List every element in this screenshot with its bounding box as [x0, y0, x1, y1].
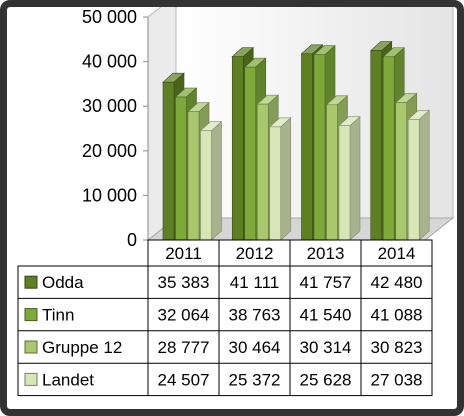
y-tick-label: 0	[126, 230, 137, 250]
x-tick-label: 2012	[235, 244, 274, 263]
bar-front	[314, 55, 325, 240]
legend-label: Odda	[42, 273, 84, 293]
legend-swatch-gruppe-12	[25, 341, 37, 353]
bar-front	[327, 105, 338, 240]
table-cell-value: 25 372	[228, 370, 281, 390]
bar-front	[408, 119, 419, 240]
bar-side	[281, 118, 291, 240]
legend-swatch-landet	[25, 373, 37, 385]
table-cell-value: 30 823	[370, 338, 423, 357]
table-cell-value: 38 763	[228, 305, 281, 325]
bar-landet-2012	[270, 118, 291, 240]
legend-label: Gruppe 12	[42, 338, 123, 357]
table-cell-value: 41 757	[299, 273, 352, 293]
table-cell-value: 24 507	[157, 370, 210, 390]
x-tick-label: 2011	[165, 244, 202, 263]
legend-label: Landet	[42, 370, 94, 390]
bar-front	[188, 112, 199, 240]
bar-front	[383, 57, 394, 240]
bar-front	[201, 131, 212, 240]
bar-front	[245, 67, 256, 240]
bar-landet-2011	[201, 122, 222, 240]
x-tick-label: 2014	[377, 244, 416, 263]
legend-swatch-odda	[25, 276, 37, 288]
y-tick-label: 40 000	[81, 51, 137, 72]
x-tick-label: 2013	[306, 244, 345, 263]
bar-landet-2014	[408, 110, 429, 240]
bar-front	[396, 103, 407, 240]
y-tick-label: 30 000	[81, 96, 137, 117]
table-cell-value: 41 540	[299, 305, 352, 325]
table-cell-value: 41 088	[370, 305, 423, 325]
table-cell-value: 42 480	[370, 273, 423, 293]
bar-front	[163, 82, 174, 240]
table-cell-value: 35 383	[157, 273, 210, 293]
y-axis	[82, 7, 148, 250]
bar-side	[212, 122, 222, 240]
y-tick-label: 20 000	[81, 140, 137, 161]
y-tick-label: 50 000	[81, 7, 137, 27]
data-table	[18, 240, 432, 396]
legend-swatch-tinn	[25, 309, 37, 321]
table-cell-value: 41 111	[229, 273, 280, 293]
legend-label: Tinn	[42, 305, 75, 325]
bar-front	[371, 51, 382, 240]
bar-side	[419, 110, 429, 240]
bar-front	[302, 54, 313, 240]
table-cell-value: 27 038	[370, 370, 423, 390]
bar-front	[339, 126, 350, 240]
y-tick-label: 10 000	[81, 185, 137, 206]
bar-landet-2013	[339, 117, 360, 240]
table-cell-value: 28 777	[157, 338, 210, 357]
table-cell-value: 25 628	[299, 370, 352, 390]
table-cell-value: 30 464	[228, 338, 281, 357]
table-cell-value: 30 314	[299, 338, 352, 357]
table-cell-value: 32 064	[157, 305, 210, 325]
bar-side	[350, 117, 360, 240]
bar-front	[270, 127, 281, 240]
chart-svg	[7, 7, 457, 409]
bar-front	[232, 57, 243, 240]
bar-front	[176, 97, 187, 240]
bar-front	[257, 104, 268, 240]
